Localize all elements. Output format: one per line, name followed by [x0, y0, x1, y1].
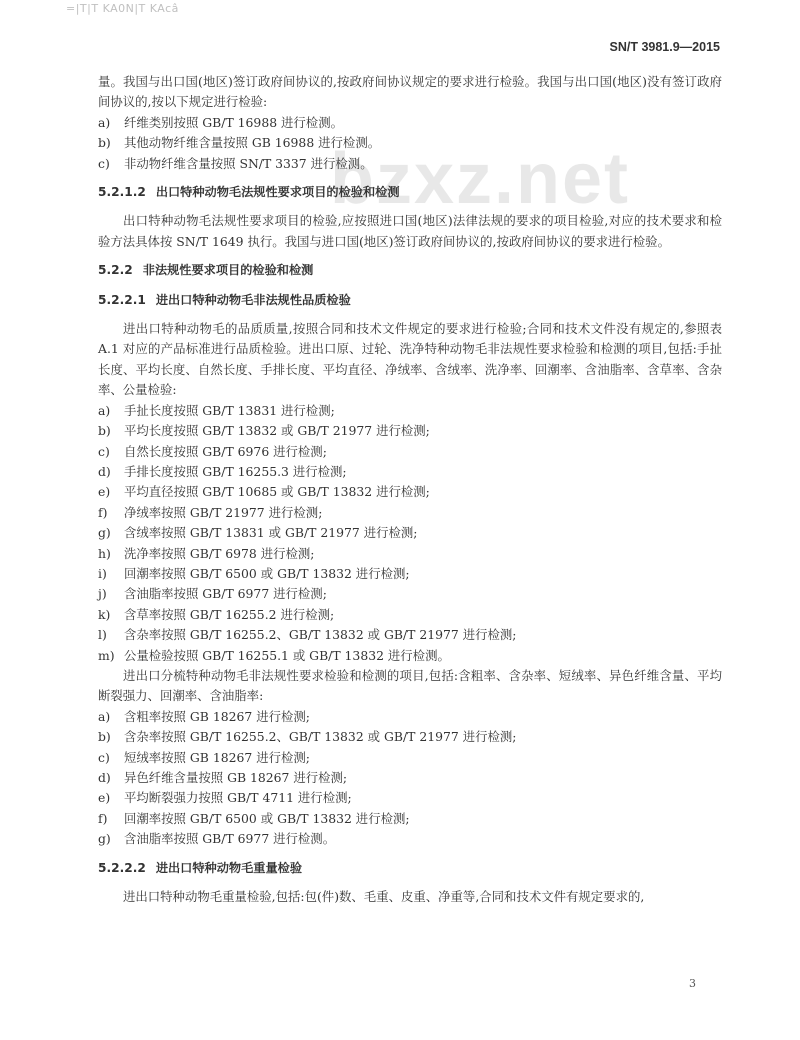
list-item-text: 平均直径按照 GB/T 10685 或 GB/T 13832 进行检测;: [124, 484, 430, 500]
list-item: [98, 646, 722, 666]
site-watermark: bzxz.net: [330, 139, 631, 219]
list-item: [98, 625, 722, 645]
section-heading-5-2-1-2: [98, 182, 722, 202]
list-s1: [98, 113, 722, 174]
list-item: [98, 154, 722, 174]
list-item-tag: e): [98, 484, 111, 500]
section-heading-5-2-2-1: [98, 290, 722, 310]
list-item-tag: b): [98, 423, 111, 439]
section-title: 进出口特种动物毛重量检验: [155, 860, 303, 875]
list-item-text: 其他动物纤维含量按照 GB 16988 进行检测。: [124, 135, 381, 151]
list-item-tag: j): [98, 586, 107, 602]
list-item-tag: c): [98, 749, 110, 765]
section-heading-5-2-2-2: [98, 858, 722, 878]
paragraph-weight: 进出口特种动物毛重量检验,包括:包(件)数、毛重、皮重、净重等,合同和技术文件有规定要求的,: [123, 889, 645, 905]
list-item-tag: d): [98, 463, 111, 479]
list-item: [98, 462, 722, 482]
list-item: [98, 544, 722, 564]
list-item-tag: m): [98, 647, 115, 663]
list-item-text: 异色纤维含量按照 GB 18267 进行检测;: [124, 770, 348, 785]
list-item: [98, 523, 722, 543]
list-item-text: 含绒率按照 GB/T 13831 或 GB/T 21977 进行检测;: [124, 525, 418, 541]
list-item-text: 短绒率按照 GB 18267 进行检测;: [124, 749, 310, 765]
scan-top-mark: =|T|T KA0N|T KAcâ: [66, 2, 179, 15]
list-item: [98, 442, 722, 462]
list-item-tag: i): [98, 565, 107, 581]
list-item-tag: g): [98, 831, 111, 847]
list-item-text: 含草率按照 GB/T 16255.2 进行检测;: [124, 606, 335, 622]
list-item: [98, 401, 722, 421]
section-title: 进出口特种动物毛非法规性品质检验: [155, 292, 351, 307]
list-item-text: 含粗率按照 GB 18267 进行检测;: [124, 708, 310, 724]
list-item-text: 手排长度按照 GB/T 16255.3 进行检测;: [124, 463, 347, 479]
list-item: [98, 133, 722, 153]
section-number: 5.2.2.2: [98, 860, 146, 875]
paragraph-intro: 量。我国与出口国(地区)签订政府间协议的,按政府间协议规定的要求进行检验。我国与出口国(地区)没有签订政府间协议的,按以下规定进行检验:: [98, 74, 722, 110]
list-raw-wool-tests: [98, 401, 722, 666]
list-item: [98, 113, 722, 133]
list-item-tag: e): [98, 790, 111, 806]
section-heading-5-2-2: [98, 260, 722, 280]
page-number: 3: [689, 977, 696, 990]
list-item-text: 平均长度按照 GB/T 13832 或 GB/T 21977 进行检测;: [124, 423, 430, 439]
list-item-tag: c): [98, 155, 110, 171]
list-item: [98, 707, 722, 727]
list-item-text: 手扯长度按照 GB/T 13831 进行检测;: [124, 402, 335, 418]
section-number: 5.2.2.1: [98, 292, 146, 307]
list-item-text: 公量检验按照 GB/T 16255.1 或 GB/T 13832 进行检测。: [124, 647, 450, 663]
list-combed-wool-tests: [98, 707, 722, 850]
list-item-tag: k): [98, 606, 111, 622]
list-item-tag: d): [98, 770, 111, 785]
list-item-tag: g): [98, 525, 111, 541]
list-item-text: 回潮率按照 GB/T 6500 或 GB/T 13832 进行检测;: [124, 810, 410, 826]
list-item-text: 含油脂率按照 GB/T 6977 进行检测。: [124, 831, 336, 847]
list-item: [98, 788, 722, 808]
list-item-tag: f): [98, 810, 108, 826]
list-item-text: 回潮率按照 GB/T 6500 或 GB/T 13832 进行检测;: [124, 565, 410, 581]
list-item: [98, 564, 722, 584]
list-item-text: 含油脂率按照 GB/T 6977 进行检测;: [124, 586, 327, 602]
list-item-tag: a): [98, 114, 111, 130]
list-item-tag: h): [98, 545, 111, 561]
list-item-tag: f): [98, 504, 108, 520]
list-item-tag: a): [98, 708, 111, 724]
list-item: [98, 482, 722, 502]
list-item-tag: l): [98, 627, 107, 643]
list-item: [98, 768, 722, 788]
list-item: [98, 727, 722, 747]
paragraph-quality: 进出口特种动物毛的品质质量,按照合同和技术文件规定的要求进行检验;合同和技术文件没有规定的,参照表 A.1 对应的产品标准进行品质检验。进出口原、过轮、洗净特种动物毛非法规性要求检验和检测的项目,包括:手扯长度、平均长度、自然长度、手排长度、平均直径、净绒率、含绒率、洗净率、回潮率、含油脂率、含草率、含杂率、公量检验:: [98, 321, 722, 398]
list-item: [98, 584, 722, 604]
list-item-text: 洗净率按照 GB/T 6978 进行检测;: [124, 545, 315, 561]
list-item-tag: c): [98, 443, 110, 459]
list-item-tag: b): [98, 135, 111, 151]
list-item-text: 净绒率按照 GB/T 21977 进行检测;: [124, 504, 323, 520]
document-body: [98, 72, 722, 907]
list-item: [98, 503, 722, 523]
list-item-text: 含杂率按照 GB/T 16255.2、GB/T 13832 或 GB/T 21977 进行检测;: [124, 729, 517, 745]
list-item-text: 含杂率按照 GB/T 16255.2、GB/T 13832 或 GB/T 21977 进行检测;: [124, 627, 517, 643]
paragraph-combed-wool: 进出口分梳特种动物毛非法规性要求检验和检测的项目,包括:含粗率、含杂率、短绒率、异色纤维含量、平均断裂强力、回潮率、含油脂率:: [98, 667, 722, 704]
list-item-text: 非动物纤维含量按照 SN/T 3337 进行检测。: [124, 155, 373, 171]
list-item-tag: b): [98, 729, 111, 745]
list-item: [98, 605, 722, 625]
list-item-text: 自然长度按照 GB/T 6976 进行检测;: [124, 443, 327, 459]
list-item: [98, 809, 722, 829]
section-title: 出口特种动物毛法规性要求项目的检验和检测: [155, 185, 400, 200]
section-number: 5.2.1.2: [98, 185, 146, 200]
standard-number-header: SN/T 3981.9—2015: [609, 40, 720, 54]
list-item: [98, 748, 722, 768]
list-item-text: 纤维类别按照 GB/T 16988 进行检测。: [124, 114, 343, 130]
section-number: 5.2.2: [98, 263, 133, 278]
paragraph-export-legal: 出口特种动物毛法规性要求项目的检验,应按照进口国(地区)法律法规的要求的项目检验,对应的技术要求和检验方法具体按 SN/T 1649 执行。我国与进口国(地区)签订政府间协议的,按政府间协议的要求进行检验。: [98, 213, 722, 249]
list-item: [98, 829, 722, 849]
list-item-text: 平均断裂强力按照 GB/T 4711 进行检测;: [124, 790, 352, 806]
section-title: 非法规性要求项目的检验和检测: [142, 263, 314, 278]
list-item: [98, 421, 722, 441]
list-item-tag: a): [98, 402, 111, 418]
